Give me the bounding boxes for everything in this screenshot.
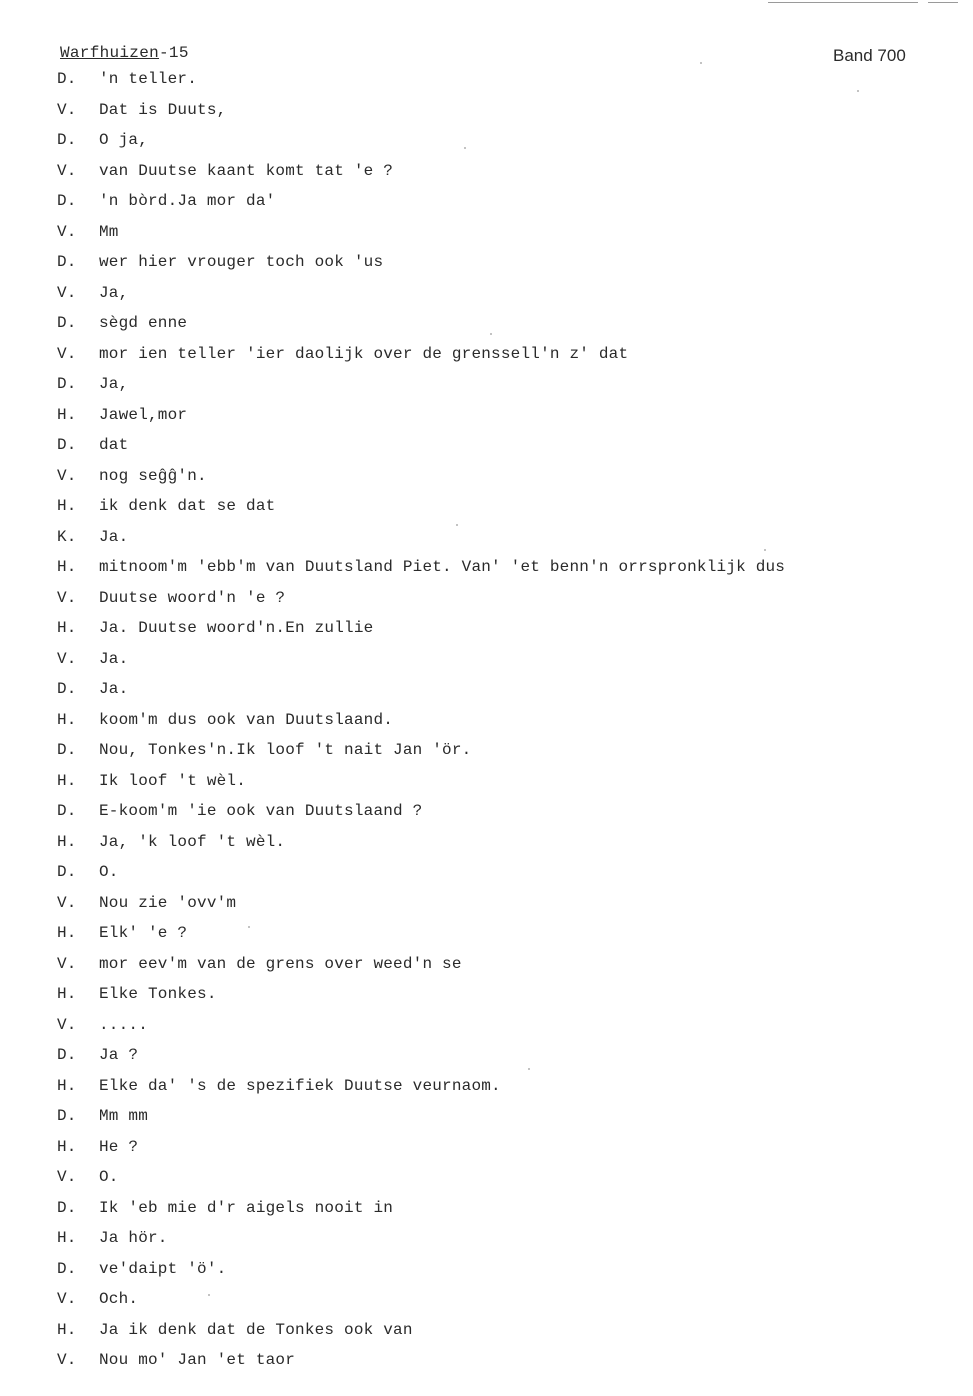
utterance-text: Mm [99,223,119,241]
utterance-text: Dat is Duuts, [99,101,227,119]
utterance-text: Ja. Duutse woord'n.En zullie [99,619,374,637]
utterance-text: Nou, Tonkes'n.Ik loof 't nait Jan 'ör. [99,741,472,759]
utterance-text: Ja. [99,680,129,698]
speaker-label: D. [57,741,77,759]
utterance-text: Ja hör. [99,1229,168,1247]
transcript-line [57,436,128,460]
speaker-label: D. [57,314,77,332]
top-rule-short [928,2,958,3]
utterance-text: 'n teller. [99,70,198,88]
utterance-text: O. [99,1168,119,1186]
speaker-label: D. [57,70,77,88]
scan-speck [456,524,458,526]
speaker-label: V. [57,1016,77,1034]
speaker-label: K. [57,528,77,546]
utterance-text: Ja, 'k loof 't wèl. [99,833,286,851]
transcript-line [57,467,207,491]
scan-speck [528,1068,530,1070]
transcript-line [57,1290,138,1314]
speaker-label: H. [57,1321,77,1339]
utterance-text: Nou mo' Jan 'et taor [99,1351,296,1369]
speaker-label: H. [57,1229,77,1247]
utterance-text: wer hier vrouger toch ook 'us [99,253,384,271]
transcript-line [57,1016,148,1040]
utterance-text: ve'daipt 'ö'. [99,1260,227,1278]
transcript-line [57,162,393,186]
transcript-line [57,924,187,948]
speaker-label: V. [57,223,77,241]
utterance-text: O. [99,863,119,881]
scan-speck [700,62,702,64]
transcript-line [57,619,373,643]
speaker-label: V. [57,955,77,973]
scan-speck [464,147,466,149]
speaker-label: D. [57,802,77,820]
speaker-label: D. [57,680,77,698]
speaker-label: H. [57,497,77,515]
scan-speck [208,1294,210,1296]
utterance-text: He ? [99,1138,139,1156]
utterance-text: Ja ik denk dat de Tonkes ook van [99,1321,413,1339]
speaker-label: D. [57,253,77,271]
speaker-label: D. [57,436,77,454]
transcript-line [57,375,128,399]
transcript-line [57,833,285,857]
utterance-text: mitnoom'm 'ebb'm van Duutsland Piet. Van' 'et benn'n orrspronklijk dus [99,558,786,576]
utterance-text: Nou zie 'ovv'm [99,894,237,912]
utterance-text: Ja. [99,650,129,668]
speaker-label: V. [57,467,77,485]
speaker-label: V. [57,894,77,912]
transcript-line [57,802,422,826]
transcript-line [57,345,628,369]
transcript-line [57,772,246,796]
utterance-text: Mm mm [99,1107,149,1125]
transcript-line [57,863,119,887]
page-title [60,44,189,62]
scan-speck [490,333,492,335]
speaker-label: V. [57,284,77,302]
scan-speck [248,926,250,928]
transcript-line [57,1321,413,1345]
scan-speck [857,90,859,92]
speaker-label: V. [57,162,77,180]
transcript-line [57,985,217,1009]
utterance-text: Ja. [99,528,129,546]
transcript-line [57,1229,168,1253]
title-suffix: -15 [159,44,189,62]
speaker-label: D. [57,375,77,393]
speaker-label: V. [57,345,77,363]
band-label: Band 700 [833,46,906,65]
transcript-line [57,284,128,308]
utterance-text: nog seĝĝ'n. [99,467,207,485]
speaker-label: H. [57,558,77,576]
speaker-label: H. [57,772,77,790]
transcript-line [57,1046,138,1070]
utterance-text: koom'm dus ook van Duutslaand. [99,711,394,729]
speaker-label: D. [57,192,77,210]
transcript-line [57,1168,119,1192]
transcript-line [57,650,128,674]
transcript-line [57,1199,393,1223]
transcript-line [57,192,275,216]
utterance-text: mor eev'm van de grens over weed'n se [99,955,462,973]
speaker-label: H. [57,924,77,942]
utterance-text: Elke Tonkes. [99,985,217,1003]
utterance-text: Ik 'eb mie d'r aigels nooit in [99,1199,394,1217]
utterance-text: ik denk dat se dat [99,497,276,515]
transcript-line [57,1077,501,1101]
transcript-line [57,314,187,338]
scan-speck [764,549,766,551]
transcript-line [57,589,285,613]
utterance-text: Ja, [99,375,129,393]
speaker-label: D. [57,863,77,881]
transcript-line [57,528,128,552]
speaker-label: H. [57,1138,77,1156]
speaker-label: V. [57,650,77,668]
speaker-label: V. [57,1290,77,1308]
speaker-label: D. [57,1107,77,1125]
transcript-line [57,131,148,155]
transcript-line [57,1107,148,1131]
transcript-line [57,1138,138,1162]
utterance-text: Jawel,mor [99,406,188,424]
transcript-line [57,253,383,277]
speaker-label: H. [57,985,77,1003]
transcript-line [57,680,128,704]
transcript-line [57,497,275,521]
transcript-line [57,406,187,430]
transcript-line [57,894,236,918]
speaker-label: H. [57,619,77,637]
utterance-text: dat [99,436,129,454]
utterance-text: Ja ? [99,1046,139,1064]
speaker-label: H. [57,406,77,424]
speaker-label: V. [57,1351,77,1369]
utterance-text: Ja, [99,284,129,302]
utterance-text: ..... [99,1016,149,1034]
transcript-line [57,1260,226,1284]
speaker-label: V. [57,1168,77,1186]
utterance-text: 'n bòrd.Ja mor da' [99,192,276,210]
title-prefix: Warfhuizen [60,44,160,62]
transcript-line [57,1351,295,1375]
speaker-label: D. [57,1199,77,1217]
transcript-line [57,741,471,765]
speaker-label: H. [57,711,77,729]
speaker-label: V. [57,101,77,119]
transcript-line [57,223,119,247]
utterance-text: mor ien teller 'ier daolijk over de grenssell'n z' dat [99,345,629,363]
utterance-text: Ik loof 't wèl. [99,772,247,790]
transcript-line [57,711,393,735]
speaker-label: V. [57,589,77,607]
utterance-text: Elk' 'e ? [99,924,188,942]
transcript-line [57,70,197,94]
utterance-text: E-koom'm 'ie ook van Duutslaand ? [99,802,423,820]
transcript-line [57,558,785,582]
speaker-label: D. [57,1046,77,1064]
speaker-label: H. [57,833,77,851]
utterance-text: van Duutse kaant komt tat 'e ? [99,162,394,180]
speaker-label: D. [57,1260,77,1278]
utterance-text: Elke da' 's de spezifiek Duutse veurnaom. [99,1077,501,1095]
utterance-text: Duutse woord'n 'e ? [99,589,286,607]
utterance-text: Och. [99,1290,139,1308]
utterance-text: O ja, [99,131,149,149]
utterance-text: sègd enne [99,314,188,332]
speaker-label: D. [57,131,77,149]
top-rule [768,2,918,3]
speaker-label: H. [57,1077,77,1095]
transcript-line [57,101,226,125]
transcript-line [57,955,462,979]
